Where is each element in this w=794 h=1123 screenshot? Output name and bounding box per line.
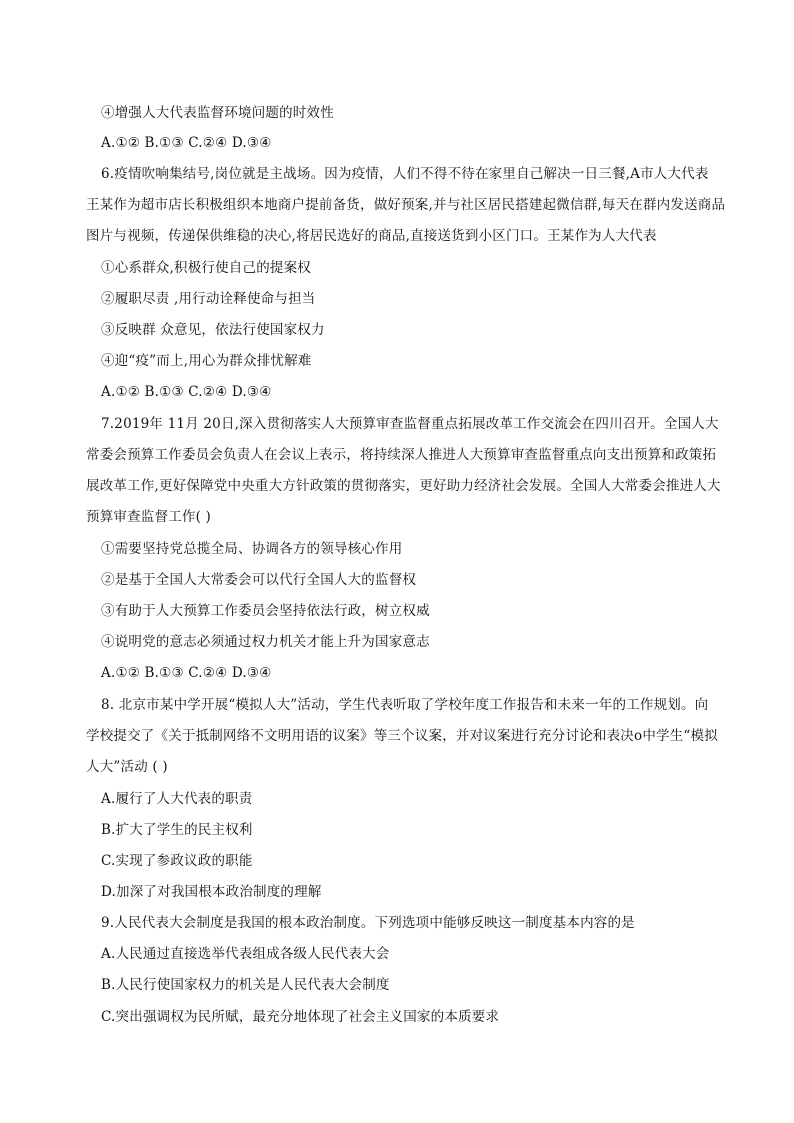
q9-option-b: B.人民行使国家权力的机关是人民代表大会制度	[101, 977, 390, 993]
q9-stem: 9.人民代表大会制度是我国的根本政治制度。下列选项中能够反映这一制度基本内容的是	[101, 915, 635, 931]
q8-option-b: B.扩大了学生的民主权利	[101, 822, 253, 838]
q7-option-2: ②是基于全国人大常委会可以代行全国人大的监督权	[101, 572, 417, 588]
q6-stem-line-1: 6.疫情吹响集结号,岗位就是主战场。因为疫情，人们不得不待在家里自己解决一日三餐,A市人大代表	[101, 166, 709, 182]
q6-stem-line-2: 王某作为超市店长积极组织本地商户提前备货，做好预案,并与社区居民搭建起微信群,每天在群内发送商品	[86, 197, 726, 213]
q7-answer-choices: A.①② B.①③ C.②④ D.③④	[101, 665, 272, 681]
q7-option-4: ④说明党的意志必须通过权力机关才能上升为国家意志	[101, 634, 430, 650]
q5-option-4: ④增强人大代表监督环境问题的时效性	[101, 105, 334, 121]
q7-stem-line-3: 展改革工作,更好保障党中央重大方针政策的贯彻落实，更好助力经济社会发展。全国人大常委会推进人大	[86, 478, 721, 494]
q8-stem-line-2: 学校提交了《关于抵制网络不文明用语的议案》等三个议案，并对议案进行充分讨论和表决o中学生“模拟	[86, 728, 718, 744]
q8-option-d: D.加深了对我国根本政治制度的理解	[101, 884, 322, 900]
q7-stem-line-4: 预算审查监督工作( )	[86, 509, 212, 525]
q8-option-c: C.实现了参政议政的职能	[101, 853, 253, 869]
q6-option-2: ②履职尽责 ,用行动诠释使命与担当	[101, 291, 316, 307]
q7-stem-line-1: 7.2019年 11月 20日,深入贯彻落实人大预算审查监督重点拓展改革工作交流会在四川召开。全国人大	[101, 416, 719, 432]
q6-option-3: ③反映群 众意见，依法行使国家权力	[101, 322, 325, 338]
q7-option-3: ③有助于人大预算工作委员会坚持依法行政，树立权威	[101, 603, 430, 619]
q9-option-c: C.突出强调权为民所赋，最充分地体现了社会主义国家的本质要求	[101, 1009, 500, 1025]
q5-answer-choices: A.①② B.①③ C.②④ D.③④	[101, 135, 272, 151]
q6-option-4: ④迎“疫”而上,用心为群众排忧解难	[101, 353, 312, 369]
q7-stem-line-2: 常委会预算工作委员会负责人在会议上表示，将持续深人推进人大预算审查监督重点向支出预算和政策拓	[86, 447, 717, 463]
q6-option-1: ①心系群众,积极行使自己的提案权	[101, 260, 311, 276]
q7-option-1: ①需要坚持党总揽全局、协调各方的领导核心作用	[101, 541, 403, 557]
q8-stem-line-1: 8. 北京市某中学开展“模拟人大”活动，学生代表听取了学校年度工作报告和未来一年的工作规划。向	[101, 697, 709, 713]
q8-stem-line-3: 人大”活动 ( )	[86, 759, 168, 775]
q9-option-a: A.人民通过直接选举代表组成各级人民代表大会	[101, 946, 390, 962]
q8-option-a: A.履行了人大代表的职责	[101, 791, 253, 807]
q6-answer-choices: A.①② B.①③ C.②④ D.③④	[101, 384, 272, 400]
q6-stem-line-3: 图片与视频，传递保供维稳的决心,将居民选好的商品,直接送货到小区门口。王某作为人大代表	[86, 228, 657, 244]
